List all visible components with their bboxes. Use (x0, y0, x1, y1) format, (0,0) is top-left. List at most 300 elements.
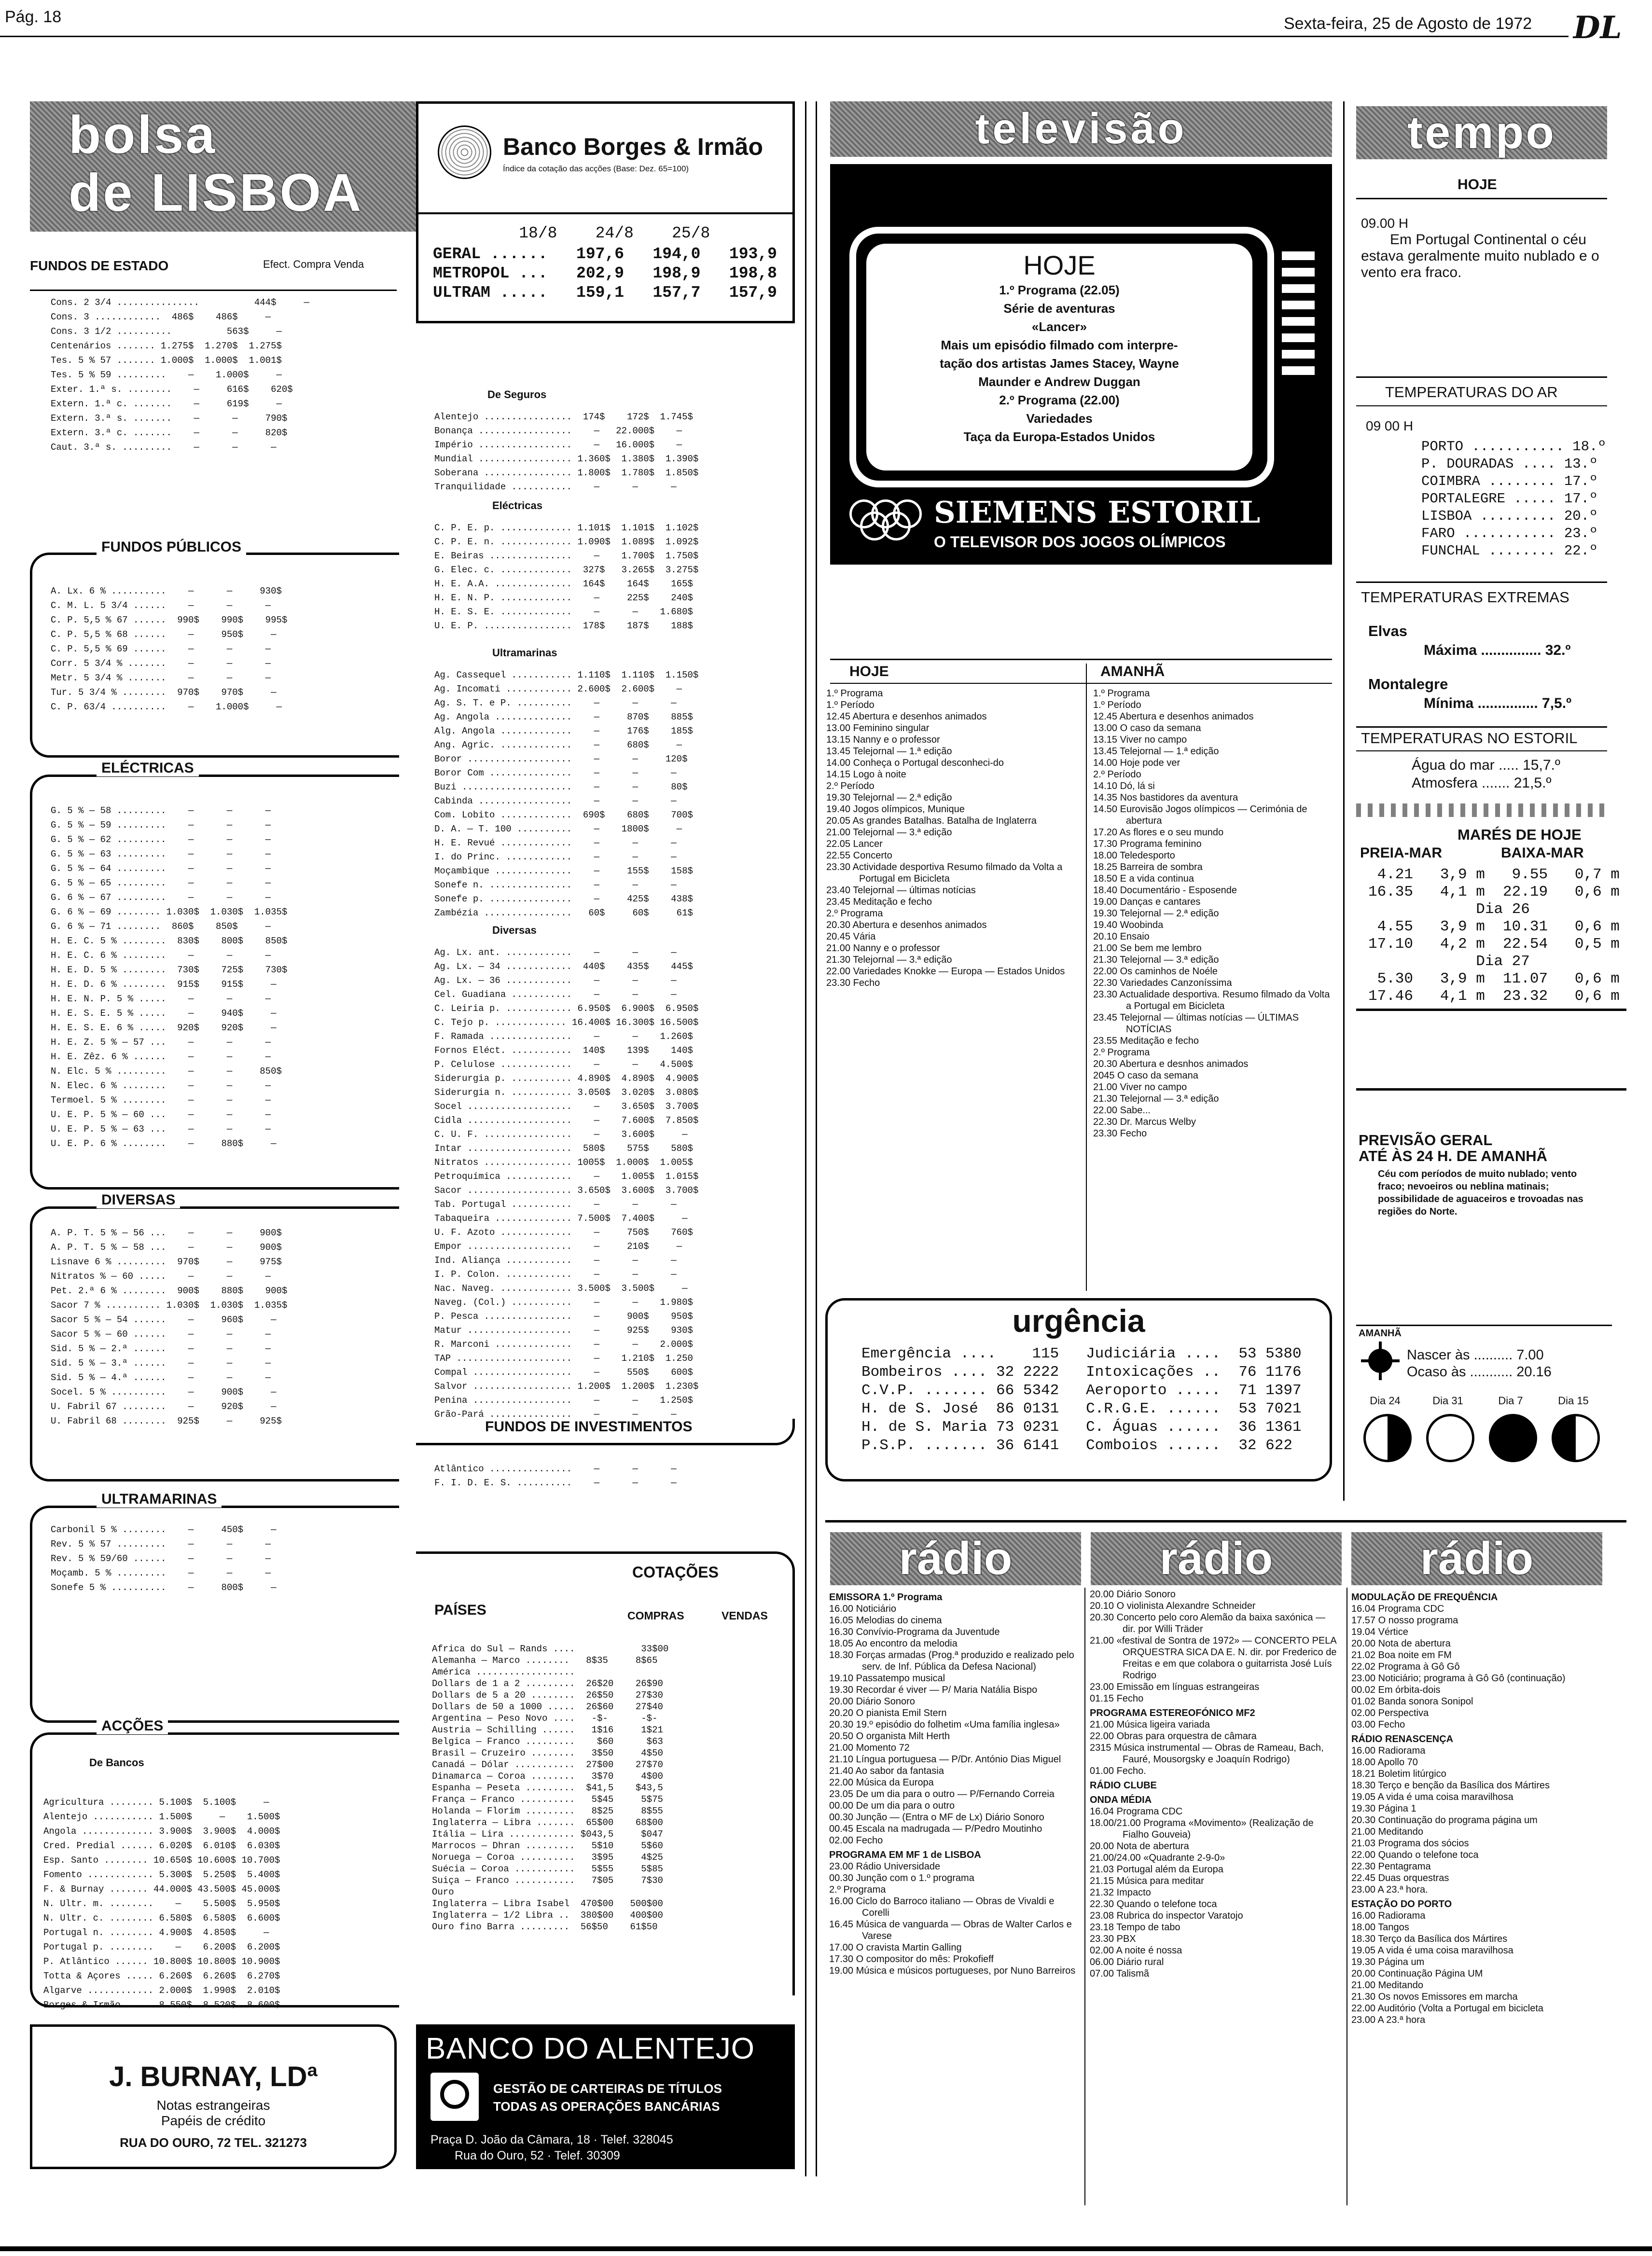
list-item: «Lancer» (1031, 319, 1087, 334)
radio-col-2 (1090, 1589, 1341, 1979)
list-item: 13.00 Feminino singular (826, 723, 930, 734)
burnay-name: J. BURNAY, LDª (109, 2061, 318, 2092)
list-item: 2315 Música instrumental — Obras de Rameau, Bach, Fauré, Mousorgsky e Joaquín Rodrigo) (1090, 1743, 1324, 1765)
list-item: ESTAÇÃO DO PORTO (1351, 1899, 1452, 1910)
list-item: 16.00 Noticiário (829, 1604, 896, 1614)
alentejo-ad (416, 2024, 795, 2169)
list-item: 2045 O caso da semana (1093, 1070, 1198, 1081)
cotacoes-vendas: VENDAS (722, 1609, 768, 1622)
table-row: Cons. 3 1/2 .......... 563$ — (51, 326, 282, 337)
list-item: 22.00 Variedades Knokke — Europa — Estados Unidos (826, 966, 1065, 977)
list-item: 14.50 Eurovisão Jogos olímpicos — Cerimónia de abertura (1093, 804, 1307, 826)
list-item: 23.45 Telejornal — últimas notícias — ÚLTIMAS NOTÍCIAS (1093, 1012, 1299, 1035)
list-item: 19.00 Danças e cantares (1093, 897, 1201, 907)
table-row: Buzi .................... — — 80$ (434, 782, 688, 792)
list-item: Variedades (1026, 411, 1093, 426)
diversas-table (51, 1226, 287, 1428)
table-row: Totta & Açores ..... 6.260$ 6.260$ 6.270$ (43, 1971, 280, 1981)
list-item: COIMBRA ........ 17.º (1421, 473, 1598, 489)
list-item: 20.30 Abertura e desnhos animados (1093, 1059, 1249, 1069)
table-row: Ind. Aliança ............ — — — (434, 1255, 677, 1266)
list-item: 12.45 Abertura e desenhos animados (1093, 711, 1254, 722)
issue-date: Sexta-feira, 25 de Agosto de 1972 (1284, 14, 1532, 33)
list-item: 22.00 Obras para orquestra de câmara (1090, 1731, 1257, 1742)
montalegre-label: Montalegre (1368, 676, 1448, 692)
list-item: 21.30 Telejornal — 3.ª edição (1093, 955, 1219, 965)
table-row: Sacor 5 % — 60 ...... — — — (51, 1329, 271, 1340)
list-item: 1.º Programa (22.05) (999, 283, 1120, 297)
list-item: tação dos artistas James Stacey, Wayne (940, 356, 1179, 371)
table-row: Sid. 5 % — 2.ª ...... — — — (51, 1343, 271, 1354)
list-item: 01.00 Fecho. (1090, 1766, 1146, 1776)
table-row: Siderurgia p. ........... 4.890$ 4.890$ 4.900$ (434, 1073, 699, 1084)
table-row: Inglaterra — Libra Isabel 470$00 500$00 (432, 1898, 663, 1909)
list-item: 17.00 O cravista Martin Galling (829, 1942, 962, 1953)
list-item: 20.10 O violinista Alexandre Schneider (1090, 1601, 1256, 1611)
table-row: Tranquilidade ........... — — — (434, 482, 677, 492)
table-row: C.V.P. ....... 66 5342 Aeroporto ..... 71 1397 (861, 1382, 1302, 1399)
list-item: 20.10 Ensaio (1093, 931, 1150, 942)
table-row: Ouro (432, 1887, 454, 1897)
table-row: H. E. Zêz. 6 % ...... — — — (51, 1052, 271, 1062)
table-row: G. 6 % — 67 ......... — — — (51, 892, 271, 903)
bolsa-title-line2: de LISBOA (69, 163, 363, 222)
list-item: 20.45 Vária (826, 931, 876, 942)
list-item: 16.04 Programa CDC (1351, 1604, 1444, 1614)
sol-ocaso: Ocaso às ........... 20.16 (1407, 1364, 1552, 1380)
elvas-max: Máxima ............... 32.º (1424, 642, 1571, 658)
table-row: Canadá — Dólar ........... 27$00 27$70 (432, 1759, 663, 1770)
table-row: N. Elc. 5 % ......... — — 850$ (51, 1066, 282, 1077)
list-item: 00.02 Em órbita-dois (1351, 1685, 1441, 1695)
table-row: Corr. 5 3/4 % ....... — — — (51, 658, 271, 669)
table-row: Moçamb. 5 % ......... — — — (51, 1568, 271, 1578)
cotacoes-table (432, 1643, 668, 1933)
list-item: 20.30 Abertura e desenhos animados (826, 920, 987, 930)
table-row: Ag. Lx. — 34 ............ 440$ 435$ 445$ (434, 961, 693, 972)
list-item: 00.45 Escala na madrugada — P/Pedro Moutinho (829, 1824, 1042, 1834)
list-item: 23.00 Emissão em línguas estrangeiras (1090, 1682, 1260, 1692)
table-row: Austria — Schilling ...... 1$16 1$21 (432, 1725, 663, 1735)
seguros-title: De Seguros (487, 388, 547, 401)
table-row: Extern. 3.ª c. ....... — — 820$ (51, 428, 288, 438)
table-row: Nac. Naveg. ............. 3.500$ 3.500$ — (434, 1283, 688, 1294)
burnay-address: RUA DO OURO, 72 TEL. 321273 (120, 2135, 307, 2150)
list-item: 21.00/24.00 «Quadrante 2-9-0» (1090, 1853, 1225, 1863)
list-item: Mais um episódio filmado com interpre- (941, 338, 1178, 352)
list-item: 16.00 Ciclo do Barroco italiano — Obras de Vivaldi e Corelli (829, 1896, 1055, 1918)
previsao-text: Céu com períodos de muito nublado; vento fraco; nevoeiros ou neblina matinais; possibilidade de aguaceiros e trovoadas nas regiões do Norte. (1378, 1169, 1583, 1217)
table-row: A. Lx. 6 % .......... — — 930$ (51, 586, 282, 596)
list-item: 23.05 De um dia para o outro — P/Fernando Correia (829, 1789, 1055, 1799)
fundos-estado-title: FUNDOS DE ESTADO (30, 258, 169, 273)
list-item: RÁDIO CLUBE (1090, 1780, 1157, 1791)
list-item: 21.03 Portugal além da Europa (1090, 1864, 1223, 1875)
table-row: Mundial ................. 1.360$ 1.380$ 1.390$ (434, 454, 699, 464)
list-item: 18.21 Boletim litúrgico (1351, 1769, 1446, 1779)
table-row: Dollars de 50 a 1000 ..... 26$60 27$40 (432, 1702, 663, 1712)
table-row: Pet. 2.ª 6 % ........ 900$ 880$ 900$ (51, 1286, 288, 1296)
list-item: 01.02 Banda sonora Sonipol (1351, 1696, 1473, 1707)
column-divider (816, 101, 817, 2176)
table-row: C. Leiria p. ............ 6.950$ 6.900$ 6.950$ (434, 1003, 699, 1014)
table-row: Dia 26 (1368, 901, 1530, 918)
table-row: Tab. Portugal ........... — — — (434, 1199, 677, 1210)
list-item: 22.00 Música da Europa (829, 1777, 934, 1788)
tempo-hoje: HOJE (1458, 177, 1497, 193)
list-item: FARO ........... 23.º (1421, 526, 1598, 541)
list-item: 1.º Programa (1093, 688, 1150, 699)
table-row: Rev. 5 % 59/60 ...... — — — (51, 1553, 271, 1564)
list-item: 20.30 Continuação do programa página um (1351, 1815, 1538, 1826)
column-divider (805, 101, 806, 2176)
table-row: Dollars de 1 a 2 ......... 26$20 26$90 (432, 1678, 663, 1689)
table-row: Boror Com ............... — — — (434, 768, 677, 778)
fundos-inv-title: FUNDOS DE INVESTIMENTOS (485, 1419, 693, 1435)
list-item: PROGRAMA EM MF 1 de LISBOA (829, 1850, 981, 1860)
table-row: Alemanha — Marco ........ 8$35 8$65 (432, 1655, 658, 1666)
list-item: PROGRAMA ESTEREOFÓNICO MF2 (1090, 1708, 1255, 1718)
list-item: 23.30 Actualidade desportiva. Resumo filmado da Volta a Portugal em Bicicleta (1093, 989, 1330, 1011)
list-item: 20.00 Nota de abertura (1351, 1638, 1451, 1649)
list-item: 22.55 Concerto (826, 850, 892, 861)
list-item: 23.00 A 23.ª hora. (1351, 1884, 1428, 1895)
alentejo-title: BANCO DO ALENTEJO (426, 2032, 755, 2065)
urgencia-box (825, 1298, 1332, 1481)
radio-band-2: rádio (1091, 1532, 1342, 1585)
page-number: Pág. 18 (5, 8, 62, 26)
table-row: H. E. N. P. 5 % ..... — — — (51, 994, 271, 1004)
bolsa-col-headers: Efect. Compra Venda (263, 258, 364, 270)
list-item: 22.02 Programa à Gô Gô (1351, 1661, 1460, 1672)
list-item: EMISSORA 1.º Programa (829, 1592, 943, 1603)
table-row: H. de S. Maria 73 0231 C. Águas ...... 36 1361 (861, 1419, 1302, 1436)
diversas-acc-table (434, 946, 698, 1422)
table-row: N. Ultr. m. ........ — 5.500$ 5.950$ (43, 1898, 280, 1909)
list-item: 23.45 Meditação e fecho (826, 897, 932, 907)
table-row: H. E. C. 5 % ........ 830$ 800$ 850$ (51, 936, 288, 946)
table-row: I. P. Colon. ............ — — — (434, 1269, 677, 1280)
radio-col-1 (829, 1589, 1080, 1977)
table-row: Soberana ................ 1.800$ 1.780$ 1.850$ (434, 468, 699, 478)
accoes-title: ACÇÕES (97, 1718, 168, 1734)
list-item: 02.00 A noite é nossa (1090, 1945, 1182, 1956)
table-row: C. M. L. 5 3/4 ...... — — — (51, 600, 271, 611)
table-row: H. E. Revué ............. — — — (434, 838, 677, 848)
table-row: Império ................. — 16.000$ — (434, 440, 682, 450)
table-row: G. 5 % — 65 ......... — — — (51, 878, 271, 888)
fundos-inv-table (434, 1462, 677, 1490)
list-item: 16.04 Programa CDC (1090, 1806, 1183, 1817)
sol-amanha: AMANHÃ (1359, 1328, 1402, 1339)
list-item: 23.55 Meditação e fecho (1093, 1036, 1199, 1046)
table-row: G. 6 % — 71 ........ 860$ 850$ — (51, 921, 271, 932)
table-row: Grão-Pará ............... — — — (434, 1409, 677, 1420)
table-row: Sonefe n. ............... — — — (434, 880, 677, 890)
list-item: 21.30 Telejornal — 3.ª edição (826, 955, 952, 965)
list-item: 01.15 Fecho (1090, 1693, 1144, 1704)
table-row: Sonefe p. ............... — 425$ 438$ (434, 894, 693, 904)
previsao-title2: ATÉ ÀS 24 H. DE AMANHÃ (1359, 1148, 1547, 1164)
table-row: Extern. 1.ª c. ....... — 619$ — (51, 399, 282, 409)
table-row: C. U. F. ................ — 3.600$ — (434, 1129, 688, 1140)
table-row: Extern. 3.ª s. ....... — — 790$ (51, 413, 288, 424)
table-row: Sid. 5 % — 3.ª ...... — — — (51, 1358, 271, 1369)
list-item: 21.30 Os novos Emissores em marcha (1351, 1992, 1518, 2002)
list-item: 12.45 Abertura e desenhos animados (826, 711, 987, 722)
mares-baixa: BAIXA-MAR (1501, 845, 1584, 861)
list-item: 19.05 A vida é uma coisa maravilhosa (1351, 1792, 1513, 1802)
table-row: Empor ................... — 210$ — (434, 1241, 682, 1252)
list-item: 16.45 Música de vanguarda — Obras de Walter Carlos e Varese (829, 1919, 1072, 1941)
table-row: Sonefe 5 % .......... — 800$ — (51, 1582, 277, 1593)
list-item: 20.30 Concerto pelo coro Alemão da baixa saxónica — dir. por Willi Träder (1090, 1612, 1326, 1634)
table-row: Ouro fino Barra ......... 56$50 61$50 (432, 1922, 658, 1932)
table-row: C. P. E. p. ............. 1.101$ 1.101$ 1.102$ (434, 523, 699, 533)
table-row: U. E. P. ................ 178$ 187$ 188$ (434, 621, 693, 631)
table-row: Com. Lobito ............. 690$ 680$ 700$ (434, 810, 693, 820)
list-item: 20.20 O pianista Emil Stern (829, 1708, 947, 1718)
list-item: 1.º Período (826, 700, 875, 710)
table-row: Rev. 5 % 57 ......... — — — (51, 1539, 271, 1550)
list-item: 21.00 Meditando (1351, 1827, 1424, 1837)
list-item: 21.32 Impacto (1090, 1887, 1151, 1898)
table-row: Noruega — Coroa .......... 3$95 4$25 (432, 1852, 663, 1863)
table-row: Exter. 1.ª s. ........ — 616$ 620$ (51, 384, 293, 395)
table-row: Metr. 5 3/4 % ....... — — — (51, 673, 271, 683)
list-item: 16.00 Radiorama (1351, 1910, 1426, 1921)
table-row: H. E. S. E. ............. — — 1.680$ (434, 607, 693, 617)
table-row: P. Pesca ................ — 900$ 950$ (434, 1311, 693, 1322)
table-row: Holanda — Florim ......... 8$25 8$55 (432, 1806, 663, 1816)
table-row: Suiça — Franco ........... 7$05 7$30 (432, 1875, 663, 1886)
table-row: Ag. Incomati ............ 2.600$ 2.600$ — (434, 684, 682, 694)
accoes-subtitle: De Bancos (89, 1757, 144, 1769)
extremas-title: TEMPERATURAS EXTREMAS (1361, 589, 1569, 606)
table-row: Centenários ....... 1.275$ 1.270$ 1.275$ (51, 341, 282, 351)
list-item: 2.º Programa (22.00) (999, 393, 1120, 407)
column-divider (1343, 101, 1345, 1501)
ultramarinas-title: ULTRAMARINAS (97, 1491, 222, 1508)
table-row: Atlântico ............... — — — (434, 1464, 677, 1474)
table-row: I. do Princ. ............ — — — (434, 852, 677, 862)
borges-index-rows (433, 245, 777, 303)
table-row: Socel ................... — 3.650$ 3.700$ (434, 1101, 699, 1112)
table-row: Salvor .................. 1.200$ 1.200$ 1.230$ (434, 1381, 699, 1392)
section-rule (30, 290, 397, 291)
list-item: 18.00 Apollo 70 (1351, 1757, 1418, 1768)
list-item: 19.40 Woobinda (1093, 920, 1164, 930)
list-item: 21.00 Se bem me lembro (1093, 943, 1202, 954)
table-row: Emergência .... 115 Judiciária .... 53 5380 (861, 1345, 1302, 1362)
radio-col-3 (1351, 1589, 1622, 2026)
table-row: Socel. 5 % .......... — 900$ — (51, 1387, 277, 1398)
table-row: G. 5 % — 58 ......... — — — (51, 805, 271, 816)
urgencia-table (861, 1345, 1302, 1455)
tv-title-band: televisão (830, 101, 1332, 157)
table-row: P.S.P. ....... 36 6141 Comboios ...... 32 622 (861, 1437, 1292, 1454)
table-row: Esp. Santo ........ 10.650$ 10.600$ 10.700$ (43, 1855, 280, 1866)
cotacoes-compras: COMPRAS (627, 1609, 684, 1622)
list-item: 23.00 Rádio Universidade (829, 1861, 941, 1872)
list-item: 16.00 Radiorama (1351, 1745, 1426, 1756)
list-item: PORTO ........... 18.º (1421, 439, 1606, 455)
list-item: 18.40 Documentário - Esposende (1093, 885, 1237, 896)
list-item: 19.04 Vértice (1351, 1627, 1408, 1637)
list-item: 19.10 Passatempo musical (829, 1673, 945, 1684)
moon-last-quarter-icon (1363, 1414, 1412, 1462)
tv-screen-text (866, 281, 1252, 446)
alentejo-logo-icon (430, 2073, 479, 2121)
table-row: Dollars de 5 a 20 ........ 26$50 27$30 (432, 1690, 663, 1701)
table-row: F. I. D. E. S. .......... — — — (434, 1478, 677, 1488)
table-row: Cabinda ................. — — — (434, 796, 677, 806)
list-item: 18.30 Terço da Basílica dos Mártires (1351, 1934, 1508, 1944)
temp-ar-hora: 09 00 H (1366, 418, 1414, 433)
table-row: Argentina — Peso Novo .... -$- -$- (432, 1713, 658, 1724)
moon-day-4: Dia 15 (1558, 1395, 1589, 1407)
table-row: Siderurgia n. ........... 3.050$ 3.020$ 3.080$ (434, 1087, 699, 1098)
list-item: 21.00 Momento 72 (829, 1743, 910, 1753)
list-item: 21.00 «festival de Sontra de 1972» — CONCERTO PELA ORQUESTRA SICA DA E. N. dir. por Frederico de Freitas e em que colabora o guitarrista José Luís Rodrigo (1090, 1635, 1337, 1681)
list-item: 2.º Programa (1093, 1047, 1150, 1058)
list-item: MODULAÇÃO DE FREQUÊNCIA (1351, 1592, 1498, 1603)
table-row: C. P. 5,5 % 68 ...... — 950$ — (51, 629, 277, 640)
list-item: 16.05 Melodias do cinema (829, 1615, 942, 1626)
table-row: Bombeiros .... 32 2222 Intoxicações .. 76 1176 (861, 1364, 1302, 1381)
table-row: H. E. Z. 5 % — 57 ... — — — (51, 1037, 271, 1048)
moon-phases (1356, 1395, 1612, 1491)
list-item: P. DOURADAS .... 13.º (1421, 456, 1598, 472)
table-row: 5.30 3,9 m 11.07 0,6 m (1368, 970, 1620, 987)
table-row: 16.35 4,1 m 22.19 0,6 m (1368, 884, 1620, 900)
table-row: Cons. 2 3/4 ............... 444$ — (51, 297, 309, 308)
electricas-title: ELÉCTRICAS (97, 760, 199, 776)
table-row: Caut. 3.ª s. ......... — — — (51, 442, 277, 453)
list-item: ONDA MÉDIA (1090, 1795, 1152, 1805)
table-row: ULTRAM ..... 159,1 157,7 157,9 (433, 284, 777, 302)
table-row: Intar ................... 580$ 575$ 580$ (434, 1143, 693, 1154)
tv-hoje-title: HOJE (849, 664, 889, 679)
previsao-title1: PREVISÃO GERAL (1359, 1132, 1493, 1149)
list-item: 2.º Período (826, 781, 875, 791)
table-row: C. P. 5,5 % 69 ...... — — — (51, 644, 271, 654)
borges-index-header: 18/8 24/8 25/8 (433, 224, 710, 242)
list-item: 19.30 Página um (1351, 1957, 1425, 1967)
table-row: 17.10 4,2 m 22.54 0,5 m (1368, 936, 1620, 953)
list-item: 19.30 Telejornal — 2.ª edição (1093, 908, 1219, 919)
tempo-title-band: tempo (1356, 106, 1607, 159)
temp-ar-title: TEMPERATURAS DO AR (1385, 384, 1558, 401)
list-item: 18.00 Tangos (1351, 1922, 1409, 1933)
list-item: RÁDIO RENASCENÇA (1351, 1734, 1454, 1744)
table-row: Alentejo ................ 174$ 172$ 1.745$ (434, 412, 693, 422)
table-row: Alentejo ........... 1.500$ — 1.500$ (43, 1812, 280, 1822)
list-item: 07.00 Talismã (1090, 1968, 1150, 1979)
moon-day-1: Dia 24 (1370, 1395, 1401, 1407)
table-row: U. E. P. 6 % ........ — 880$ — (51, 1138, 277, 1149)
table-row: Angola ............. 3.900$ 3.900$ 4.000$ (43, 1826, 280, 1837)
table-row: G. 6 % — 69 ........ 1.030$ 1.030$ 1.035$ (51, 907, 288, 917)
table-row: P. Atlântico ...... 10.800$ 10.800$ 10.900$ (43, 1956, 280, 1967)
list-item: 14.15 Logo à noite (826, 769, 906, 780)
list-item: 20.00 Diário Sonoro (829, 1696, 915, 1707)
table-row: Ag. Angola .............. — 870$ 885$ (434, 712, 693, 722)
list-item: 02.00 Perspectiva (1351, 1708, 1429, 1718)
radio-band-1: rádio (830, 1532, 1081, 1585)
table-row: Tur. 5 3/4 % ........ 970$ 970$ — (51, 687, 277, 698)
table-row: U. E. P. 5 % — 60 ... — — — (51, 1109, 271, 1120)
borges-title: Banco Borges & Irmão (503, 133, 764, 160)
table-row: C. Tejo p. ............. 16.400$ 16.300$ 16.500$ (434, 1017, 699, 1028)
list-item: 23.30 Fecho (1093, 1128, 1147, 1139)
table-row: Dinamarca — Coroa ........ 3$70 4$00 (432, 1771, 663, 1782)
diversas-title: DIVERSAS (97, 1192, 180, 1208)
table-row: F. Ramada ............... — — 1.260$ (434, 1031, 693, 1042)
table-row: Borges & Irmão ..... 8.550$ 8.520$ 8.600$ (43, 2000, 280, 2010)
list-item: 18.00 Teledesporto (1093, 850, 1175, 861)
list-item: 14.35 Nos bastidores da aventura (1093, 792, 1238, 803)
table-row: H. E. C. 6 % ........ — — — (51, 950, 271, 961)
list-item: 23.30 Fecho (826, 978, 880, 988)
list-item: 2.º Programa (829, 1884, 886, 1895)
list-item: 23.08 Rubrica do inspector Varatojo (1090, 1910, 1243, 1921)
list-item: 21.02 Boa noite em FM (1351, 1650, 1452, 1661)
moon-day-2: Dia 31 (1432, 1395, 1463, 1407)
fundos-publicos-title: FUNDOS PÚBLICOS (97, 539, 246, 555)
table-row: Cidla ................... — 7.600$ 7.850$ (434, 1115, 699, 1126)
list-item: 20.00 Nota de abertura (1090, 1841, 1189, 1852)
list-item: 22.00 Auditório (Volta a Portugal em bicicleta (1351, 2003, 1544, 2014)
list-item: 21.15 Música para meditar (1090, 1876, 1204, 1886)
tv-hoje-list (826, 688, 1080, 989)
table-row: Naveg. (Col.) ........... — — 1.980$ (434, 1297, 693, 1308)
table-row: G. Elec. c. ............. 327$ 3.265$ 3.275$ (434, 565, 699, 575)
table-row: U. Fabril 67 ........ — 920$ — (51, 1401, 277, 1412)
list-item: 22.00 Sabe... (1093, 1105, 1151, 1116)
list-item: 23.30 Actividade desportiva Resumo filmado da Volta a Portugal em Bicicleta (826, 862, 1063, 884)
list-item: 22.00 Os caminhos de Noéle (1093, 966, 1218, 977)
list-item: LISBOA ......... 20.º (1421, 508, 1598, 524)
table-row: Penina .................. — — 1.250$ (434, 1395, 693, 1406)
list-item: 18.25 Barreira de sombra (1093, 862, 1203, 872)
table-row: Agricultura ........ 5.100$ 5.100$ — (43, 1797, 269, 1808)
table-row: Tes. 5 % 57 ....... 1.000$ 1.000$ 1.001$ (51, 355, 282, 366)
table-row: Ag. Lx. ant. ............ — — — (434, 947, 677, 958)
sol-nascer: Nascer às .......... 7.00 (1407, 1347, 1544, 1363)
table-row: Nitratos ................ 1005$ 1.000$ 1.005$ (434, 1157, 693, 1168)
list-item: 06.00 Diário rural (1090, 1957, 1164, 1967)
seguros-table (434, 410, 698, 494)
list-item: 1.º Período (1093, 700, 1141, 710)
newspaper-logo: DL (1573, 10, 1622, 46)
list-item: 21.00 Música ligeira variada (1090, 1719, 1210, 1730)
list-item: 22.45 Duas orquestras (1351, 1873, 1449, 1883)
table-row: América .................. (432, 1667, 575, 1677)
ultramarinas-acc-title: Ultramarinas (492, 647, 557, 659)
table-row: Algarve ............ 2.000$ 1.990$ 2.010$ (43, 1985, 280, 1996)
olympic-rings-icon (849, 497, 922, 536)
list-item: 13.00 O caso da semana (1093, 723, 1201, 734)
list-item: 00.30 Junção com o 1.º programa (829, 1873, 974, 1883)
list-item: 23.00 A 23.ª hora (1351, 2015, 1426, 2025)
table-row: F. & Burnay ....... 44.000$ 43.500$ 45.000$ (43, 1884, 280, 1895)
cotacoes-title: COTAÇÕES (632, 1564, 719, 1581)
table-row: Ag. Cassequel ........... 1.110$ 1.110$ 1.150$ (434, 670, 699, 680)
table-row: Matur ................... — 925$ 930$ (434, 1325, 693, 1336)
table-row: H. E. N. P. ............. — 225$ 240$ (434, 593, 693, 603)
tempo-text: Em Portugal Continental o céu estava geralmente muito nublado e o vento era fraco. (1361, 232, 1599, 280)
